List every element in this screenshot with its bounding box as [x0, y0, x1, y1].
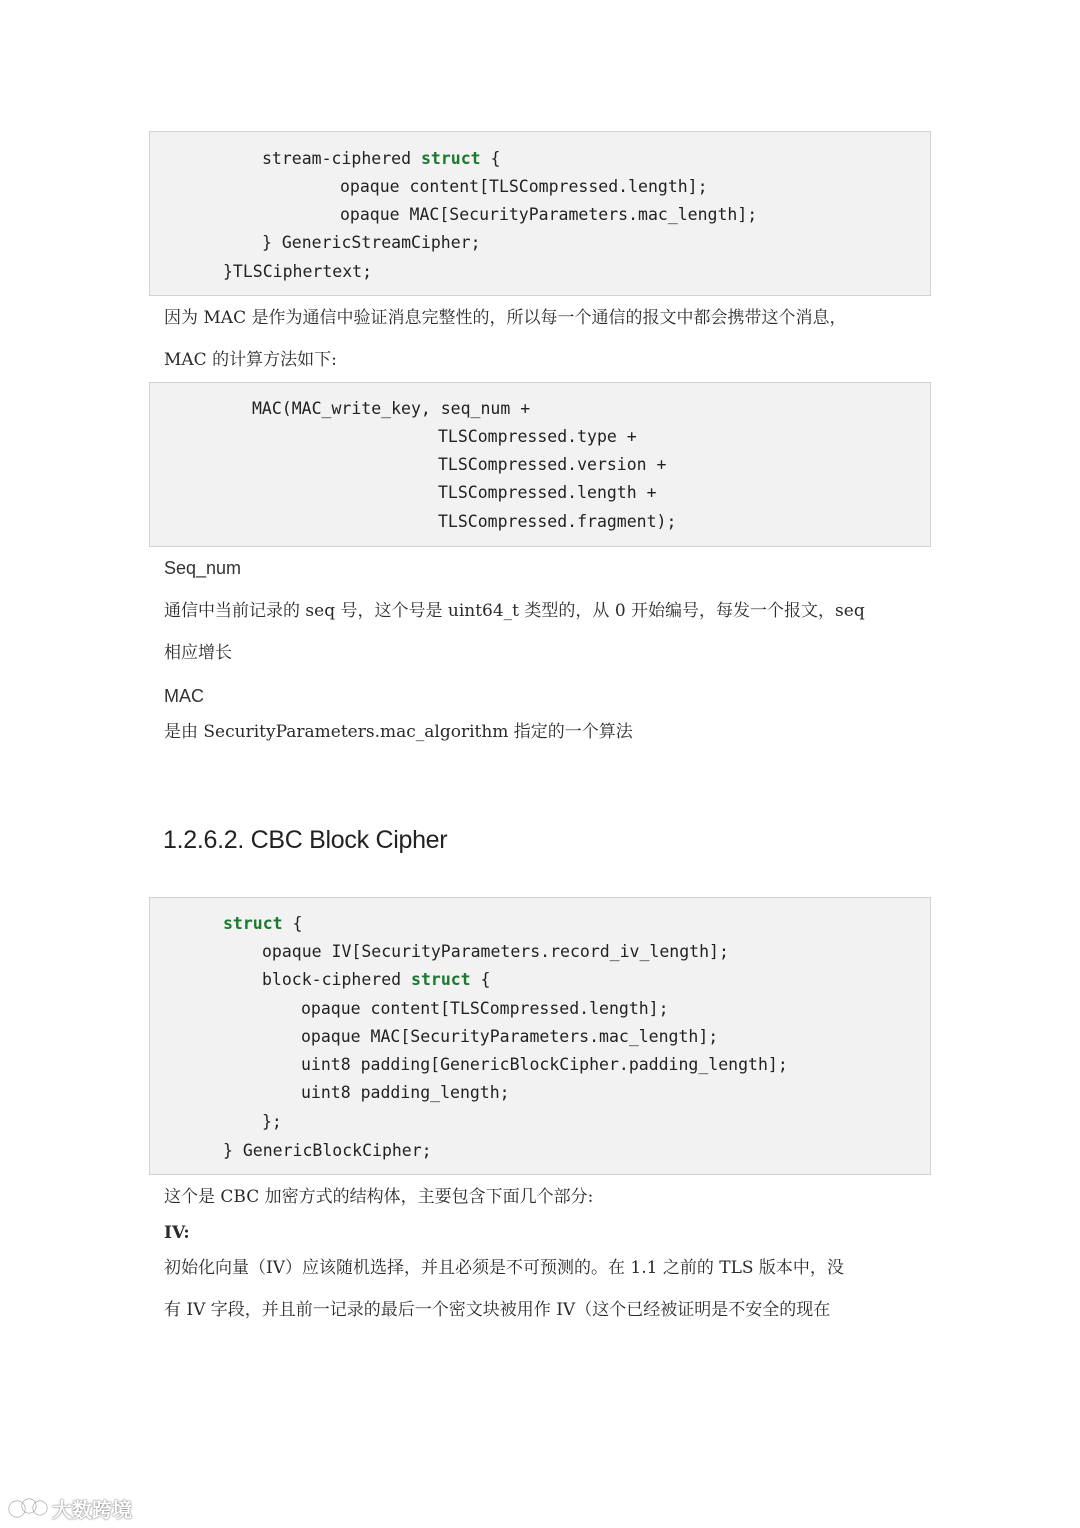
code-line: opaque MAC[SecurityParameters.mac_length];: [340, 205, 758, 224]
cbc-intro: 这个是 CBC 加密方式的结构体，主要包含下面几个部分:: [164, 1187, 594, 1207]
code-line: uint8 padding_length;: [301, 1083, 510, 1102]
code-line: } GenericStreamCipher;: [262, 233, 481, 252]
mac-description: 是由 SecurityParameters.mac_algorithm 指定的一个算法: [164, 722, 633, 742]
code-line: TLSCompressed.fragment);: [438, 512, 677, 531]
code-line: opaque content[TLSCompressed.length];: [301, 999, 669, 1018]
code-line: struct {: [223, 914, 303, 933]
code-line: TLSCompressed.length +: [438, 483, 657, 502]
watermark-text: 大数跨境: [52, 1497, 132, 1522]
code-line: TLSCompressed.type +: [438, 427, 637, 446]
code-line: TLSCompressed.version +: [438, 455, 667, 474]
iv-description-cont: 有 IV 字段，并且前一记录的最后一个密文块被用作 IV（这个已经被证明是不安全的现在: [164, 1300, 831, 1320]
code-line: block-ciphered struct {: [262, 970, 491, 989]
code-block-mac-formula: [149, 382, 931, 547]
code-block-stream-cipher: [149, 131, 931, 296]
code-line: opaque MAC[SecurityParameters.mac_length];: [301, 1027, 719, 1046]
code-block-block-cipher: [149, 897, 931, 1175]
code-line: uint8 padding[GenericBlockCipher.padding_length];: [301, 1055, 788, 1074]
paragraph-mac-formula-intro: MAC 的计算方法如下:: [164, 350, 337, 370]
iv-label: IV:: [164, 1223, 190, 1243]
code-line: }TLSCiphertext;: [223, 262, 373, 281]
code-line: MAC(MAC_write_key, seq_num +: [252, 399, 531, 418]
iv-description: 初始化向量（IV）应该随机选择，并且必须是不可预测的。在 1.1 之前的 TLS 版本中，没: [164, 1258, 844, 1278]
paragraph-mac-purpose: 因为 MAC 是作为通信中验证消息完整性的，所以每一个通信的报文中都会携带这个消息，: [164, 308, 847, 328]
section-heading: 1.2.6.2. CBC Block Cipher: [163, 826, 448, 854]
code-line: };: [262, 1112, 282, 1131]
code-line: stream-ciphered struct {: [262, 149, 501, 168]
seq-num-label: Seq_num: [164, 558, 242, 578]
code-line: opaque content[TLSCompressed.length];: [340, 177, 708, 196]
watermark-logo-icon: [8, 1495, 48, 1521]
code-line: opaque IV[SecurityParameters.record_iv_length];: [262, 942, 729, 961]
seq-num-description-cont: 相应增长: [164, 643, 232, 663]
seq-num-description: 通信中当前记录的 seq 号，这个号是 uint64_t 类型的，从 0 开始编号，每发一个报文，seq: [164, 601, 865, 621]
mac-label: MAC: [164, 686, 204, 706]
watermark: [8, 1494, 132, 1522]
code-line: } GenericBlockCipher;: [223, 1141, 432, 1160]
